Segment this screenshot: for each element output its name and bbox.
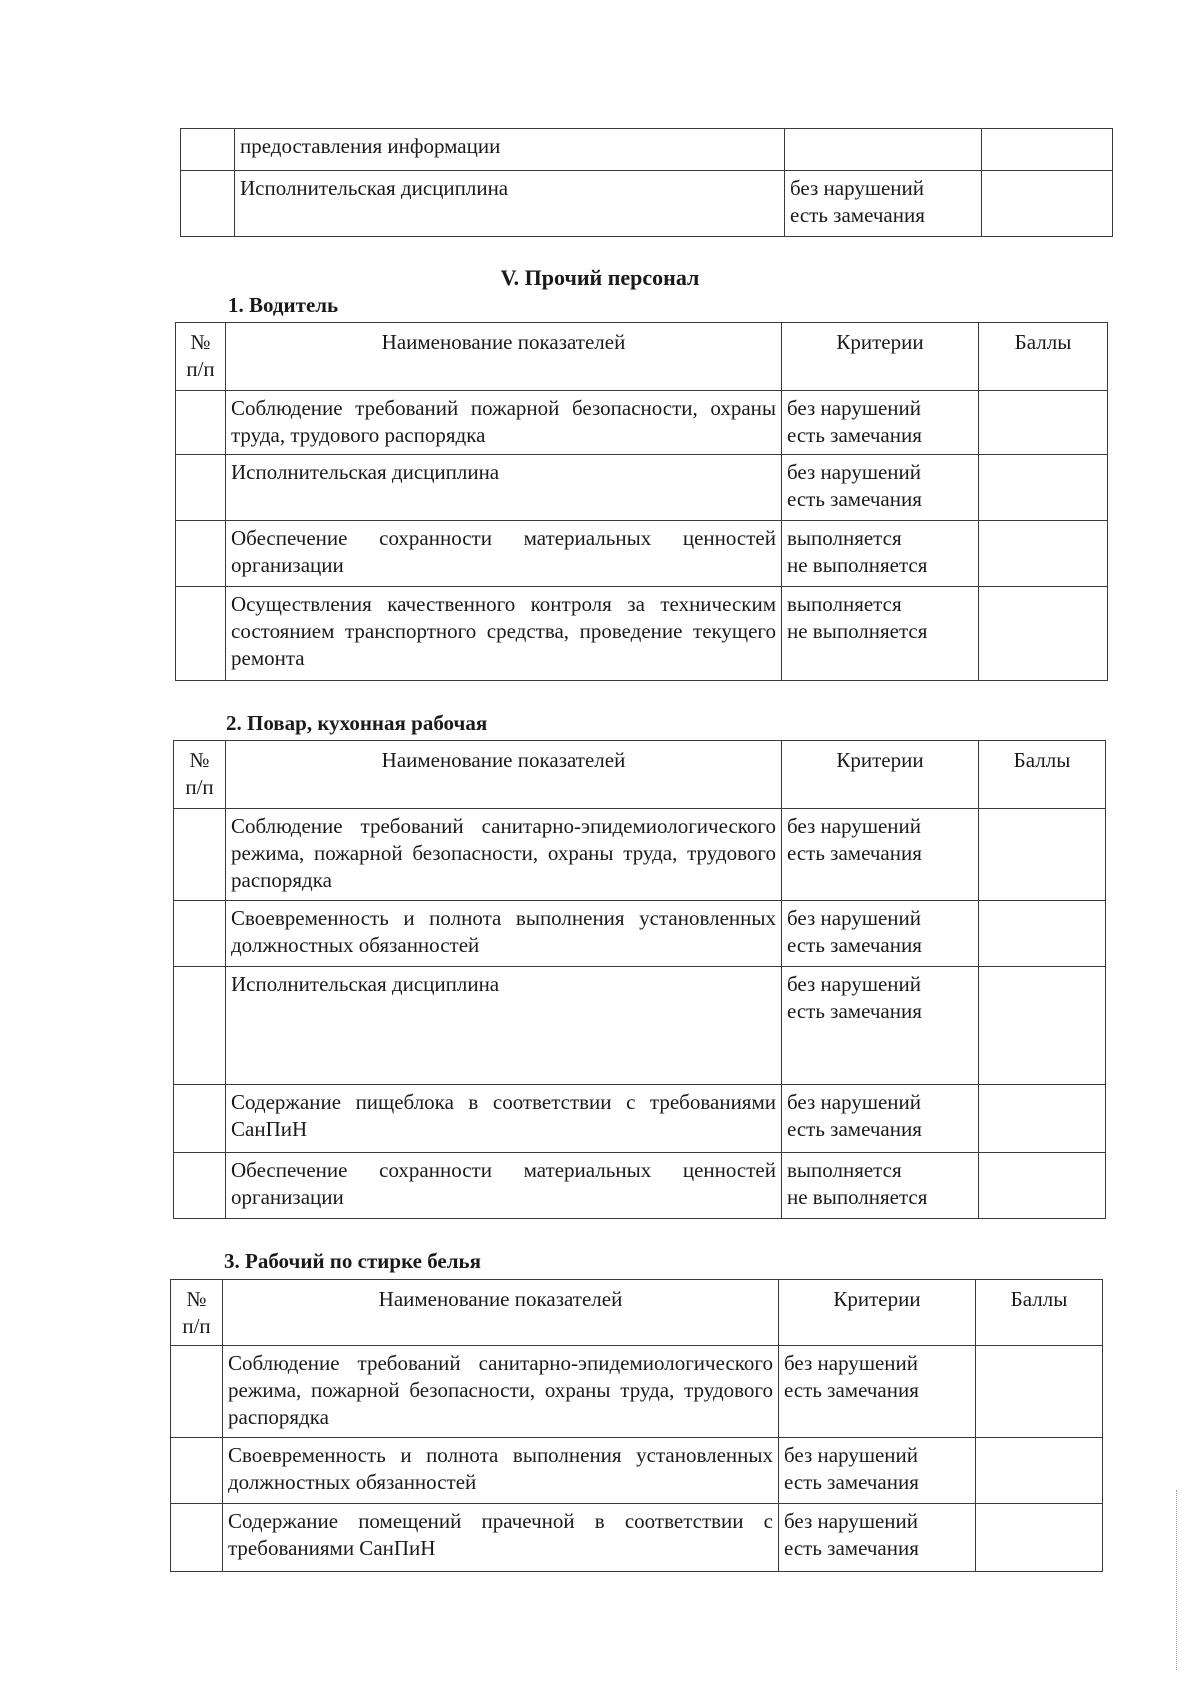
criteria-option: без нарушений <box>787 396 922 420</box>
criteria-option: не выполняется <box>787 619 928 643</box>
row-number-cell <box>174 901 226 967</box>
continuation-table <box>180 128 1113 237</box>
header-criteria: Критерии <box>782 741 979 809</box>
criteria-option: есть замечания <box>784 1536 919 1560</box>
criteria-cell <box>785 171 982 237</box>
criteria-option: выполняется <box>787 592 902 616</box>
criteria-option: без нарушений <box>784 1351 919 1375</box>
header-number: № п/п <box>174 741 226 809</box>
criteria-option: есть замечания <box>790 203 925 227</box>
indicator-name: Осуществления качественного контроля за техническим состоянием транспортного средства, проведение текущего ремонта <box>226 587 782 681</box>
table-header-row <box>174 741 1106 809</box>
row-number-cell <box>174 967 226 1085</box>
header-name: Наименование показателей <box>223 1280 779 1346</box>
table-row <box>181 171 1113 237</box>
criteria-cell <box>782 455 979 521</box>
criteria-option: не выполняется <box>787 553 928 577</box>
header-criteria: Критерии <box>779 1280 976 1346</box>
criteria-option: есть замечания <box>787 1117 922 1141</box>
criteria-cell <box>782 1153 979 1219</box>
criteria-option: не выполняется <box>787 1185 928 1209</box>
table-row <box>171 1504 1103 1572</box>
criteria-option: без нарушений <box>787 814 922 838</box>
criteria-cell <box>779 1504 976 1572</box>
header-points: Баллы <box>976 1280 1103 1346</box>
criteria-option: выполняется <box>787 526 902 550</box>
row-number-cell <box>176 587 226 681</box>
subsection-title: 1. Водитель <box>228 293 339 317</box>
table-row <box>171 1346 1103 1438</box>
row-number-cell <box>181 129 235 171</box>
criteria-option: есть замечания <box>787 933 922 957</box>
table-row <box>174 1085 1106 1153</box>
table-row <box>174 901 1106 967</box>
points-cell <box>982 129 1113 171</box>
table-row <box>171 1438 1103 1504</box>
row-number-cell <box>174 1153 226 1219</box>
criteria-cell <box>782 901 979 967</box>
section-title: V. Прочий персонал <box>500 265 700 290</box>
points-cell <box>979 809 1106 901</box>
indicator-name: Обеспечение сохранности материальных ценностей организации <box>226 1153 782 1219</box>
table-row <box>176 455 1108 521</box>
criteria-option: без нарушений <box>787 972 922 996</box>
row-number-cell <box>174 1085 226 1153</box>
indicator-name: Содержание пищеблока в соответствии с требованиями СанПиН <box>226 1085 782 1153</box>
table-row <box>181 129 1113 171</box>
indicator-name: Обеспечение сохранности материальных ценностей организации <box>226 521 782 587</box>
points-cell <box>979 1153 1106 1219</box>
header-number: № п/п <box>171 1280 223 1346</box>
criteria-table-driver <box>175 322 1108 681</box>
points-cell <box>979 967 1106 1085</box>
subsection-title: 2. Повар, кухонная рабочая <box>226 711 488 735</box>
table-row <box>176 391 1108 455</box>
table-header-row <box>171 1280 1103 1346</box>
row-number-cell <box>176 521 226 587</box>
criteria-cell <box>782 1085 979 1153</box>
row-number-cell <box>174 809 226 901</box>
table-row <box>176 521 1108 587</box>
criteria-option: без нарушений <box>790 176 925 200</box>
table-header-row <box>176 323 1108 391</box>
row-number-cell <box>176 455 226 521</box>
header-name: Наименование показателей <box>226 741 782 809</box>
criteria-option: есть замечания <box>784 1378 919 1402</box>
row-number-cell <box>171 1438 223 1504</box>
header-number: № п/п <box>176 323 226 391</box>
criteria-option: есть замечания <box>784 1470 919 1494</box>
indicator-name: Исполнительская дисциплина <box>235 171 785 237</box>
row-number-cell <box>181 171 235 237</box>
indicator-name: Соблюдение требований санитарно-эпидемиологического режима, пожарной безопасности, охраны труда, трудового распорядка <box>226 809 782 901</box>
indicator-name: Своевременность и полнота выполнения установленных должностных обязанностей <box>223 1438 779 1504</box>
table-row <box>174 809 1106 901</box>
indicator-name: предоставления информации <box>235 129 785 171</box>
header-points: Баллы <box>979 323 1108 391</box>
row-number-cell <box>171 1346 223 1438</box>
indicator-name: Содержание помещений прачечной в соответствии с требованиями СанПиН <box>223 1504 779 1572</box>
criteria-cell <box>782 967 979 1085</box>
criteria-option: есть замечания <box>787 841 922 865</box>
points-cell <box>979 391 1108 455</box>
row-number-cell <box>176 391 226 455</box>
points-cell <box>979 521 1108 587</box>
table-row <box>174 967 1106 1085</box>
criteria-option: есть замечания <box>787 423 922 447</box>
points-cell <box>976 1346 1103 1438</box>
indicator-name: Соблюдение требований пожарной безопасности, охраны труда, трудового распорядка <box>226 391 782 455</box>
points-cell <box>979 455 1108 521</box>
table-row <box>174 1153 1106 1219</box>
points-cell <box>979 587 1108 681</box>
criteria-cell <box>779 1438 976 1504</box>
points-cell <box>979 901 1106 967</box>
criteria-option: выполняется <box>787 1158 902 1182</box>
criteria-cell <box>782 809 979 901</box>
header-points: Баллы <box>979 741 1106 809</box>
row-number-cell <box>171 1504 223 1572</box>
criteria-option: без нарушений <box>787 460 922 484</box>
criteria-option: без нарушений <box>787 906 922 930</box>
indicator-name: Исполнительская дисциплина <box>226 967 782 1085</box>
points-cell <box>979 1085 1106 1153</box>
criteria-option: без нарушений <box>787 1090 922 1114</box>
criteria-option: без нарушений <box>784 1509 919 1533</box>
header-criteria: Критерии <box>782 323 979 391</box>
criteria-cell <box>782 391 979 455</box>
indicator-name: Соблюдение требований санитарно-эпидемиологического режима, пожарной безопасности, охраны труда, трудового распорядка <box>223 1346 779 1438</box>
criteria-table-laundry <box>170 1279 1103 1572</box>
criteria-cell <box>782 587 979 681</box>
criteria-cell <box>782 521 979 587</box>
points-cell <box>982 171 1113 237</box>
criteria-cell <box>785 129 982 171</box>
criteria-cell <box>779 1346 976 1438</box>
table-row <box>176 587 1108 681</box>
indicator-name: Исполнительская дисциплина <box>226 455 782 521</box>
indicator-name: Своевременность и полнота выполнения установленных должностных обязанностей <box>226 901 782 967</box>
criteria-option: есть замечания <box>787 487 922 511</box>
scan-edge-line <box>1176 1490 1178 1670</box>
subsection-title: 3. Рабочий по стирке белья <box>224 1249 482 1273</box>
points-cell <box>976 1438 1103 1504</box>
criteria-table-cook <box>173 740 1106 1219</box>
points-cell <box>976 1504 1103 1572</box>
criteria-option: есть замечания <box>787 999 922 1023</box>
criteria-option: без нарушений <box>784 1443 919 1467</box>
header-name: Наименование показателей <box>226 323 782 391</box>
